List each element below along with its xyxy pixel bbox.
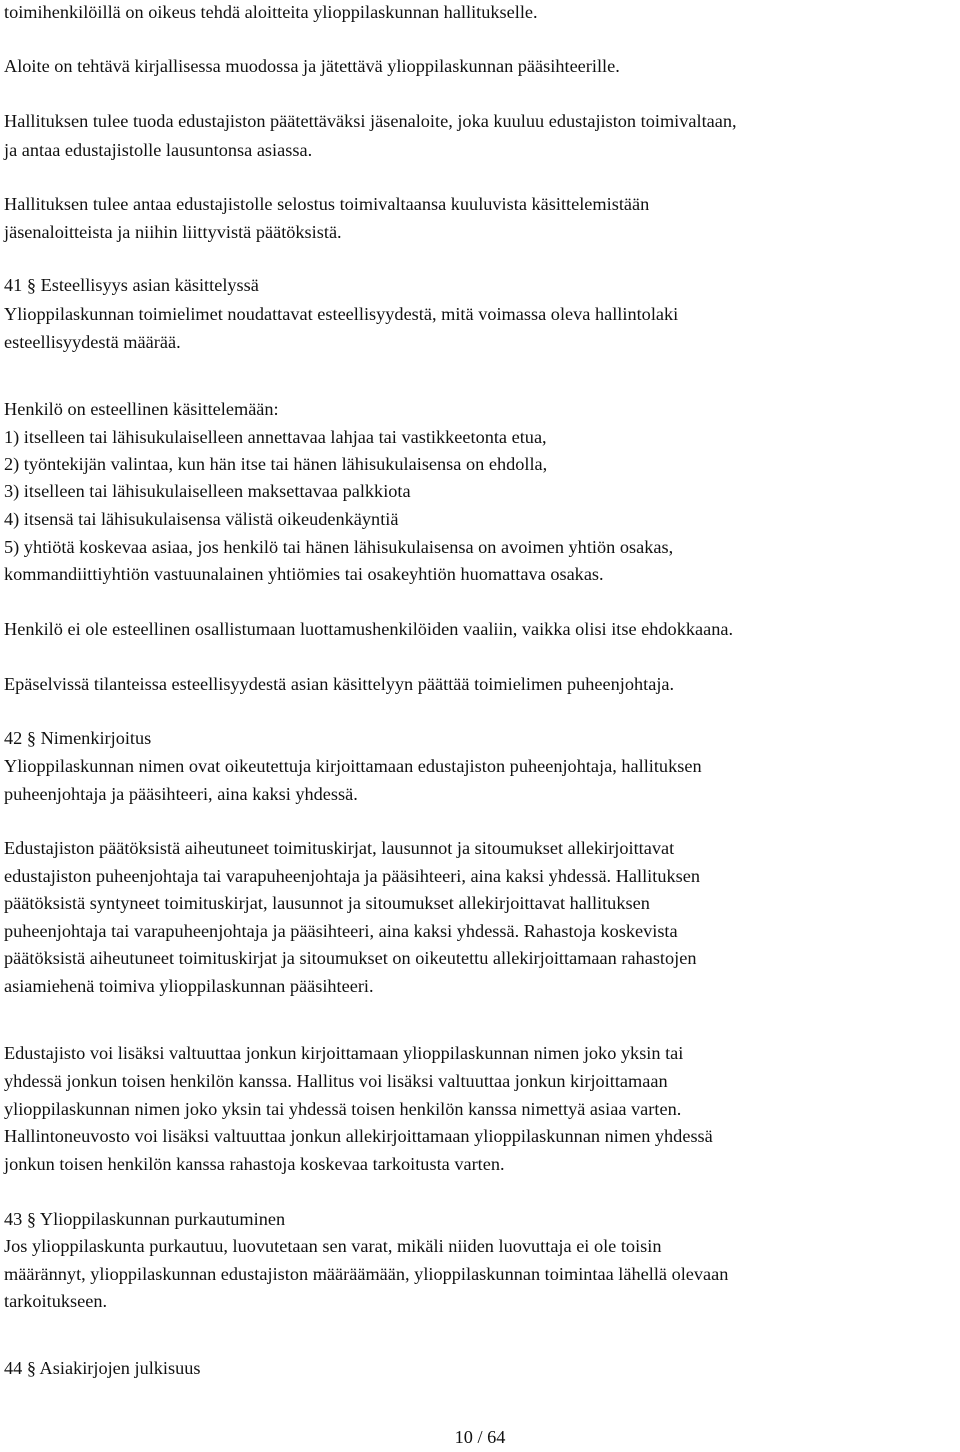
text-line: jonkun toisen henkilön kanssa rahastoja koskevaa tarkoitusta varten.: [4, 1154, 505, 1174]
list-item: 2) työntekijän valintaa, kun hän itse tai hänen lähisukulaisensa on ehdolla,: [4, 454, 548, 474]
text-line: Hallituksen tulee tuoda edustajiston päätettäväksi jäsenaloite, joka kuuluu edustajiston toimivaltaan,: [4, 111, 737, 131]
text-line: Ylioppilaskunnan toimielimet noudattavat esteellisyydestä, mitä voimassa oleva hallintolaki: [4, 304, 679, 324]
text-line: Henkilö ei ole esteellinen osallistumaan luottamushenkilöiden vaaliin, vaikka olisi itse ehdokkaana.: [4, 619, 734, 639]
text-line: tarkoitukseen.: [4, 1291, 108, 1311]
text-line: asiamiehenä toimiva ylioppilaskunnan pääsihteeri.: [4, 976, 374, 996]
text-line: Hallintoneuvosto voi lisäksi valtuuttaa jonkun allekirjoittamaan ylioppilaskunnan nimen yhdessä: [4, 1126, 713, 1146]
text-line: yhdessä jonkun toisen henkilön kanssa. Hallitus voi lisäksi valtuuttaa jonkun kirjoittamaan: [4, 1071, 668, 1091]
list-item: 5) yhtiötä koskevaa asiaa, jos henkilö tai hänen lähisukulaisensa on avoimen yhtiön osakas,: [4, 537, 674, 557]
list-item: 1) itselleen tai lähisukulaiselleen annettavaa lahjaa tai vastikkeetonta etua,: [4, 427, 547, 447]
list-item: 4) itsensä tai lähisukulaisensa välistä oikeudenkäyntiä: [4, 509, 399, 529]
text-line: ylioppilaskunnan nimen joko yksin tai yhdessä toisen henkilön kanssa nimettyä asiaa varten.: [4, 1099, 682, 1119]
text-line: puheenjohtaja tai varapuheenjohtaja ja pääsihteeri, aina kaksi yhdessä. Rahastoja koskevista: [4, 921, 678, 941]
text-line: puheenjohtaja ja pääsihteeri, aina kaksi yhdessä.: [4, 784, 358, 804]
text-line: Jos ylioppilaskunta purkautuu, luovutetaan sen varat, mikäli niiden luovuttaja ei ole toisin: [4, 1236, 662, 1256]
text-line: edustajiston puheenjohtaja tai varapuheenjohtaja ja pääsihteeri, aina kaksi yhdessä. Hallituksen: [4, 866, 700, 886]
section-heading-44: 44 § Asiakirjojen julkisuus: [4, 1358, 201, 1378]
text-line: päätöksistä syntyneet toimituskirjat, lausunnot ja sitoumukset allekirjoittavat hallituksen: [4, 893, 650, 913]
text-line: Hallituksen tulee antaa edustajistolle selostus toimivaltaansa kuuluvista käsittelemistään: [4, 194, 650, 214]
text-line: päätöksistä aiheutuneet toimituskirjat ja sitoumukset on oikeutettu allekirjoittamaan rahastojen: [4, 948, 697, 968]
text-line: toimihenkilöillä on oikeus tehdä aloitteita ylioppilaskunnan hallitukselle.: [4, 2, 538, 22]
list-item: 3) itselleen tai lähisukulaiselleen maksettavaa palkkiota: [4, 481, 411, 501]
section-heading-41: 41 § Esteellisyys asian käsittelyssä: [4, 275, 259, 295]
text-line: Epäselvissä tilanteissa esteellisyydestä asian käsittelyyn päättää toimielimen puheenjohtaja.: [4, 674, 675, 694]
text-line: määrännyt, ylioppilaskunnan edustajiston määräämään, ylioppilaskunnan toimintaa lähellä olevaan: [4, 1264, 729, 1284]
text-line: kommandiittiyhtiön vastuunalainen yhtiömies tai osakeyhtiön huomattava osakas.: [4, 564, 604, 584]
text-line: Edustajisto voi lisäksi valtuuttaa jonkun kirjoittamaan ylioppilaskunnan nimen joko yksin tai: [4, 1043, 684, 1063]
text-line: Edustajiston päätöksistä aiheutuneet toimituskirjat, lausunnot ja sitoumukset allekirjoittavat: [4, 838, 675, 858]
text-line: esteellisyydestä määrää.: [4, 332, 181, 352]
text-line: Aloite on tehtävä kirjallisessa muodossa ja jätettävä ylioppilaskunnan pääsihteerille.: [4, 56, 620, 76]
section-heading-42: 42 § Nimenkirjoitus: [4, 728, 152, 748]
text-line: ja antaa edustajistolle lausuntonsa asiassa.: [4, 140, 313, 160]
text-line: jäsenaloitteista ja niihin liittyvistä päätöksistä.: [4, 222, 342, 242]
page-number: 10 / 64: [454, 1427, 506, 1447]
section-heading-43: 43 § Ylioppilaskunnan purkautuminen: [4, 1209, 286, 1229]
text-line: Henkilö on esteellinen käsittelemään:: [4, 399, 279, 419]
text-line: Ylioppilaskunnan nimen ovat oikeutettuja kirjoittamaan edustajiston puheenjohtaja, hallituksen: [4, 756, 702, 776]
